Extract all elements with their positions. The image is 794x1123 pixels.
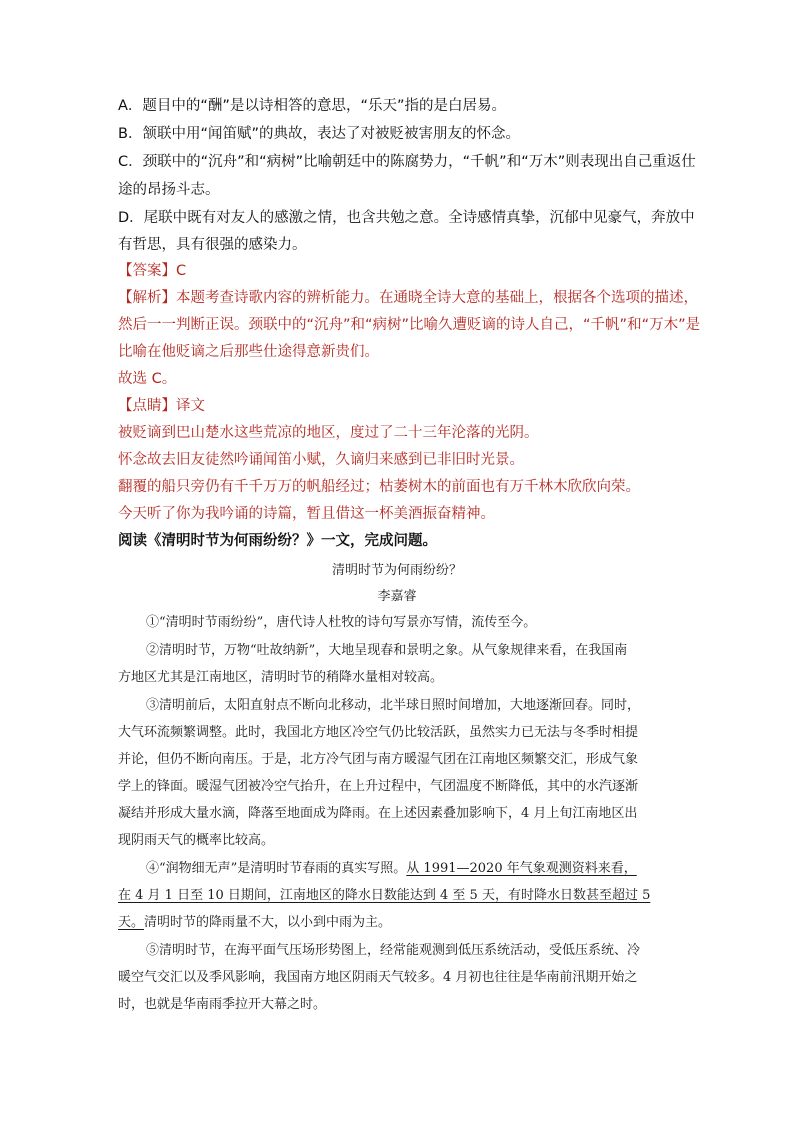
translation-line-4: 今天听了你为我吟诵的诗篇，暂且借这一杯美酒振奋精神。 xyxy=(118,506,495,522)
answer-label: 【答案】 xyxy=(118,263,176,279)
paragraph-4-tail: 清明时节的降雨量不大，以小到中雨为主。 xyxy=(144,915,392,930)
analysis-line1 xyxy=(118,288,698,308)
paragraph-3-line3: 并论，但仍不断向南压。于是，北方冷气团与南方暖湿气团在江南地区频繁交汇，形成气象 xyxy=(118,752,639,767)
paragraph-1: ①“清明时节雨纷纷”，唐代诗人杜牧的诗句写景亦写情，流传至今。 xyxy=(146,615,537,630)
paragraph-5-line3: 时，也就是华南雨季拉开大幕之时。 xyxy=(118,997,327,1012)
article-title: 清明时节为何雨纷纷？ xyxy=(331,563,462,578)
paragraph-4-line1 xyxy=(146,859,637,879)
paragraph-2-line1: ②清明时节，万物“吐故纳新”，大地呈现春和景明之象。从气象规律来看，在我国南 xyxy=(146,643,628,658)
reading-instruction: 阅读《清明时节为何雨纷纷？》一文，完成问题。 xyxy=(118,533,437,549)
option-a: A．题目中的“酬”是以诗相答的意思，“乐天”指的是白居易。 xyxy=(118,98,506,114)
analysis-label: 【解析】 xyxy=(118,290,176,306)
paragraph-4-underlined-2: 在 4 月 1 日至 10 日期间，江南地区的降水日数能达到 4 至 5 天，有时降水日数甚至超过 5 xyxy=(118,888,651,903)
answer-line xyxy=(118,261,186,281)
paragraph-3-line2: 大气环流频繁调整。此时，我国北方地区冷空气仍比较活跃，虽然实力已无法与冬季时相提 xyxy=(118,725,639,740)
option-d-line1: D．尾联中既有对友人的感激之情，也含共勉之意。全诗感情真挚，沉郁中见豪气，奔放中 xyxy=(118,210,695,226)
paragraph-4-underlined-3: 天。 xyxy=(118,915,145,930)
paragraph-3-line6: 现阴雨天气的概率比较高。 xyxy=(118,833,275,848)
paragraph-3-line4: 学上的锋面。暖湿气团被冷空气抬升，在上升过程中，气团温度不断降低，其中的水汽逐渐 xyxy=(118,779,639,794)
highlight-label: 【点睛】 xyxy=(118,398,176,414)
paragraph-2-line2: 方地区尤其是江南地区，清明时节的稍降水量相对较高。 xyxy=(118,670,444,685)
analysis-conclusion: 故选 C。 xyxy=(118,371,177,387)
paragraph-5-line1: ⑤清明时节，在海平面气压场形势图上，经常能观测到低压系统活动，受低压系统、冷 xyxy=(146,943,641,958)
analysis-text-1: 本题考查诗歌内容的辨析能力。在通晓全诗大意的基础上，根据各个选项的描述， xyxy=(176,290,698,306)
paragraph-3-line1: ③清明前后，太阳直射点不断向北移动，北半球日照时间增加，大地逐渐回春。同时， xyxy=(146,698,641,713)
analysis-line2: 然后一一判断正误。颈联中的“沉舟”和“病树”比喻久遭贬谪的诗人自己，“千帆”和“万木”是 xyxy=(118,317,701,333)
option-c-line1: C．颈联中的“沉舟”和“病树”比喻朝廷中的陈腐势力，“千帆”和“万木”则表现出自己重返仕 xyxy=(118,154,696,170)
option-b: B．颔联中用“闻笛赋”的典故，表达了对被贬被害朋友的怀念。 xyxy=(118,126,520,142)
article-author: 李嘉睿 xyxy=(377,589,417,604)
translation-line-3: 翻覆的船只旁仍有千千万万的帆船经过；枯萎树木的前面也有万千林木欣欣向荣。 xyxy=(118,479,640,495)
paragraph-4-lead: ④“润物细无声”是清明时节春雨的真实写照。 xyxy=(146,861,407,876)
paragraph-4-line3 xyxy=(118,913,391,933)
option-d-line2: 有哲思，具有很强的感染力。 xyxy=(118,237,307,253)
highlight-title: 译文 xyxy=(176,398,205,414)
paragraph-5-line2: 暖空气交汇以及季风影响，我国南方地区阴雨天气较多。4 月初也往往是华南前汛期开始之 xyxy=(118,970,638,985)
translation-line-1: 被贬谪到巴山楚水这些荒凉的地区，度过了二十三年沦落的光阴。 xyxy=(118,425,539,441)
answer-value: C xyxy=(176,263,187,279)
paragraph-3-line5: 凝结并形成大量水滴，降落至地面成为降雨。在上述因素叠加影响下，4 月上旬江南地区出 xyxy=(118,806,638,821)
paragraph-4-underlined-1: 从 1991—2020 年气象观测资料来看， xyxy=(406,861,637,876)
translation-line-2: 怀念故去旧友徒然吟诵闻笛小赋，久谪归来感到已非旧时光景。 xyxy=(118,452,524,468)
option-c-line2: 途的昂扬斗志。 xyxy=(118,182,220,198)
analysis-line3: 比喻在他贬谪之后那些仕途得意新贵们。 xyxy=(118,344,379,360)
highlight-line xyxy=(118,396,205,416)
